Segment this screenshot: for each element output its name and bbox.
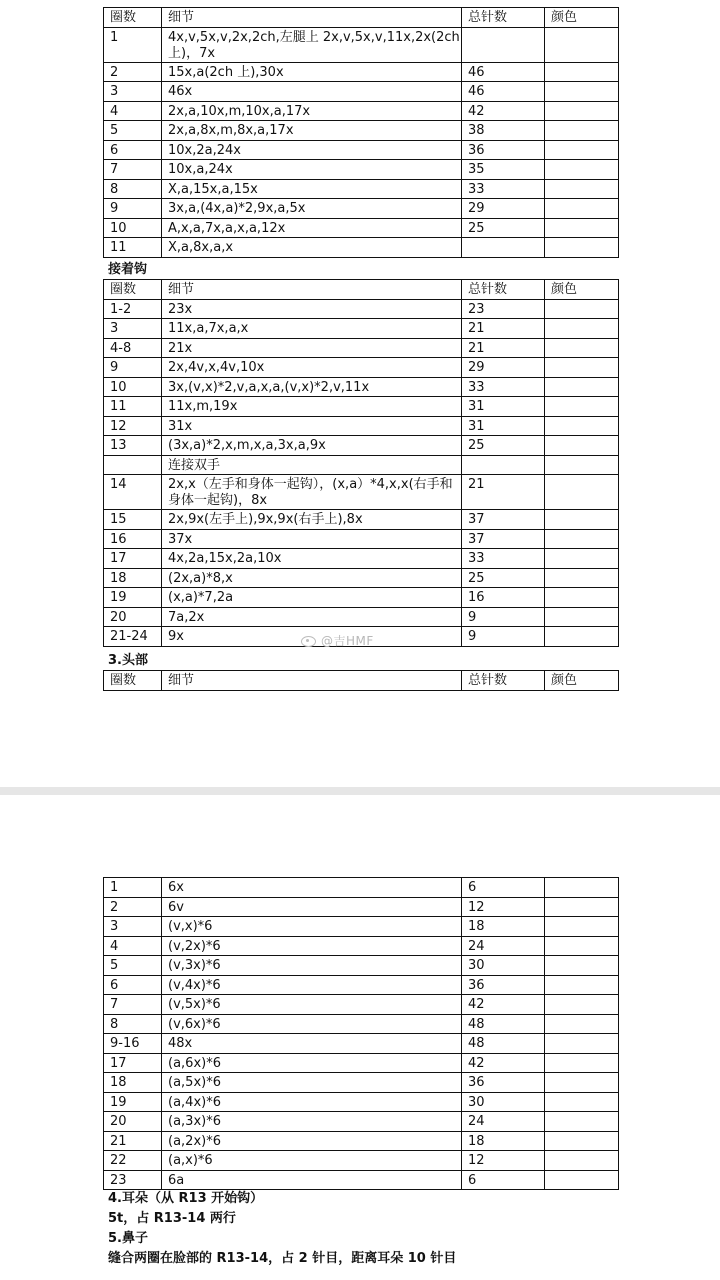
cell-total: 29	[462, 358, 545, 378]
table-row	[104, 1034, 619, 1054]
cell-round: 18	[104, 1073, 162, 1093]
table-row	[104, 140, 619, 160]
header-cell-total: 总针数	[462, 8, 545, 28]
cell-color	[545, 897, 619, 917]
cell-detail: X,a,8x,a,x	[162, 238, 462, 258]
table-row	[104, 607, 619, 627]
table-row	[104, 238, 619, 258]
cell-round: 19	[104, 1092, 162, 1112]
cell-round: 19	[104, 588, 162, 608]
cell-total: 24	[462, 1112, 545, 1132]
cell-color	[545, 1014, 619, 1034]
table-row	[104, 1112, 619, 1132]
cell-color	[545, 82, 619, 102]
cell-round: 4	[104, 936, 162, 956]
table-row	[104, 529, 619, 549]
cell-round	[104, 455, 162, 475]
cell-detail: 连接双手	[162, 455, 462, 475]
document-page-2	[0, 795, 720, 1280]
table-row	[104, 956, 619, 976]
cell-total: 38	[462, 121, 545, 141]
cell-total: 25	[462, 436, 545, 456]
cell-round: 21-24	[104, 627, 162, 647]
cell-color	[545, 1092, 619, 1112]
cell-total: 31	[462, 416, 545, 436]
cell-color	[545, 218, 619, 238]
cell-detail: 10x,a,24x	[162, 160, 462, 180]
cell-total: 9	[462, 607, 545, 627]
table-row	[104, 588, 619, 608]
cell-total: 25	[462, 218, 545, 238]
table-row	[104, 475, 619, 510]
cell-round: 6	[104, 140, 162, 160]
cell-total: 37	[462, 510, 545, 530]
cell-detail: (a,4x)*6	[162, 1092, 462, 1112]
header-cell-round: 圈数	[104, 671, 162, 691]
cell-round: 2	[104, 897, 162, 917]
cell-detail: (v,x)*6	[162, 917, 462, 937]
table-row	[104, 436, 619, 456]
cell-color	[545, 1053, 619, 1073]
cell-detail: 6v	[162, 897, 462, 917]
table-row	[104, 1151, 619, 1171]
cell-color	[545, 179, 619, 199]
cell-round: 1	[104, 27, 162, 62]
cell-total: 37	[462, 529, 545, 549]
table-row	[104, 218, 619, 238]
cell-detail: 15x,a(2ch 上),30x	[162, 62, 462, 82]
cell-detail: (3x,a)*2,x,m,x,a,3x,a,9x	[162, 436, 462, 456]
cell-total: 48	[462, 1014, 545, 1034]
table-row	[104, 510, 619, 530]
cell-total: 30	[462, 956, 545, 976]
cell-round: 12	[104, 416, 162, 436]
cell-detail: 2x,a,8x,m,8x,a,17x	[162, 121, 462, 141]
cell-color	[545, 319, 619, 339]
table-header-row	[104, 8, 619, 28]
table-row	[104, 878, 619, 898]
cell-detail: (v,2x)*6	[162, 936, 462, 956]
cell-color	[545, 588, 619, 608]
section-title-head: 3.头部	[108, 653, 148, 668]
table-row	[104, 199, 619, 219]
cell-color	[545, 436, 619, 456]
cell-color	[545, 936, 619, 956]
table-row	[104, 1073, 619, 1093]
table-row	[104, 160, 619, 180]
header-cell-round: 圈数	[104, 8, 162, 28]
cell-total: 35	[462, 160, 545, 180]
cell-color	[545, 1151, 619, 1171]
cell-total: 6	[462, 1170, 545, 1190]
cell-total: 25	[462, 568, 545, 588]
header-cell-color: 颜色	[545, 8, 619, 28]
cell-detail: 2x,4v,x,4v,10x	[162, 358, 462, 378]
table-row	[104, 416, 619, 436]
note-ear-title: 4.耳朵（从 R13 开始钩）	[108, 1191, 264, 1206]
table-row	[104, 995, 619, 1015]
cell-detail: (a,3x)*6	[162, 1112, 462, 1132]
page-separator	[0, 787, 720, 795]
table-row	[104, 121, 619, 141]
cell-color	[545, 121, 619, 141]
table-row	[104, 1053, 619, 1073]
cell-total: 16	[462, 588, 545, 608]
cell-total: 33	[462, 377, 545, 397]
cell-round: 8	[104, 1014, 162, 1034]
cell-detail: 11x,m,19x	[162, 397, 462, 417]
cell-detail: (2x,a)*8,x	[162, 568, 462, 588]
cell-total: 42	[462, 1053, 545, 1073]
cell-detail: 6a	[162, 1170, 462, 1190]
cell-color	[545, 568, 619, 588]
cell-detail: 3x,(v,x)*2,v,a,x,a,(v,x)*2,v,11x	[162, 377, 462, 397]
cell-color	[545, 627, 619, 647]
cell-detail: (v,4x)*6	[162, 975, 462, 995]
cell-total: 42	[462, 101, 545, 121]
cell-total: 48	[462, 1034, 545, 1054]
cell-round: 3	[104, 319, 162, 339]
cell-color	[545, 1034, 619, 1054]
cell-round: 6	[104, 975, 162, 995]
cell-detail: (v,5x)*6	[162, 995, 462, 1015]
cell-detail: (v,6x)*6	[162, 1014, 462, 1034]
cell-color	[545, 1131, 619, 1151]
cell-detail: (a,5x)*6	[162, 1073, 462, 1093]
cell-detail: A,x,a,7x,a,x,a,12x	[162, 218, 462, 238]
header-cell-color: 颜色	[545, 671, 619, 691]
cell-round: 1	[104, 878, 162, 898]
cell-total: 21	[462, 319, 545, 339]
cell-round: 5	[104, 956, 162, 976]
cell-color	[545, 510, 619, 530]
cell-total: 42	[462, 995, 545, 1015]
cell-color	[545, 1170, 619, 1190]
table-row	[104, 1092, 619, 1112]
cell-detail: 48x	[162, 1034, 462, 1054]
table-row	[104, 299, 619, 319]
header-cell-total: 总针数	[462, 671, 545, 691]
cell-color	[545, 397, 619, 417]
cell-detail: 23x	[162, 299, 462, 319]
cell-color	[545, 1073, 619, 1093]
cell-color	[545, 975, 619, 995]
cell-color	[545, 338, 619, 358]
cell-round: 20	[104, 1112, 162, 1132]
cell-detail: 4x,2a,15x,2a,10x	[162, 549, 462, 569]
cell-round: 13	[104, 436, 162, 456]
cell-detail: 7a,2x	[162, 607, 462, 627]
cell-total: 23	[462, 299, 545, 319]
cell-color	[545, 160, 619, 180]
cell-round: 16	[104, 529, 162, 549]
cell-total: 36	[462, 975, 545, 995]
cell-round: 23	[104, 1170, 162, 1190]
cell-detail: (v,3x)*6	[162, 956, 462, 976]
cell-color	[545, 101, 619, 121]
cell-total: 46	[462, 62, 545, 82]
cell-total: 30	[462, 1092, 545, 1112]
cell-total: 24	[462, 936, 545, 956]
cell-color	[545, 995, 619, 1015]
cell-round: 14	[104, 475, 162, 510]
cell-detail: 31x	[162, 416, 462, 436]
cell-total: 21	[462, 475, 545, 510]
cell-color	[545, 917, 619, 937]
cell-round: 7	[104, 160, 162, 180]
cell-detail: (a,2x)*6	[162, 1131, 462, 1151]
weibo-watermark	[300, 632, 374, 649]
header-cell-detail: 细节	[162, 671, 462, 691]
header-cell-round: 圈数	[104, 280, 162, 300]
cell-detail: (a,6x)*6	[162, 1053, 462, 1073]
cell-color	[545, 238, 619, 258]
cell-round: 4-8	[104, 338, 162, 358]
table-row	[104, 936, 619, 956]
cell-round: 2	[104, 62, 162, 82]
cell-color	[545, 377, 619, 397]
table-row	[104, 917, 619, 937]
table-row	[104, 179, 619, 199]
cell-total	[462, 455, 545, 475]
cell-round: 9	[104, 358, 162, 378]
continue-pattern-table	[103, 279, 619, 647]
body-pattern-table	[103, 7, 619, 258]
cell-round: 9	[104, 199, 162, 219]
table-row	[104, 1170, 619, 1190]
cell-total: 9	[462, 627, 545, 647]
cell-round: 3	[104, 82, 162, 102]
header-cell-color: 颜色	[545, 280, 619, 300]
cell-total: 46	[462, 82, 545, 102]
cell-round: 11	[104, 238, 162, 258]
cell-round: 10	[104, 377, 162, 397]
cell-total: 33	[462, 549, 545, 569]
cell-detail: 2x,x（左手和身体一起钩），(x,a）*4,x,x(右手和身体一起钩)，8x	[162, 475, 462, 510]
cell-round: 3	[104, 917, 162, 937]
head-pattern-table-header	[103, 670, 619, 691]
table-row	[104, 455, 619, 475]
table-row	[104, 62, 619, 82]
cell-detail: 3x,a,(4x,a)*2,9x,a,5x	[162, 199, 462, 219]
cell-total: 36	[462, 1073, 545, 1093]
table-row	[104, 319, 619, 339]
header-cell-total: 总针数	[462, 280, 545, 300]
cell-round: 15	[104, 510, 162, 530]
cell-round: 5	[104, 121, 162, 141]
cell-round: 18	[104, 568, 162, 588]
cell-total	[462, 27, 545, 62]
cell-color	[545, 956, 619, 976]
cell-detail: 37x	[162, 529, 462, 549]
cell-detail: 46x	[162, 82, 462, 102]
cell-color	[545, 607, 619, 627]
cell-total: 29	[462, 199, 545, 219]
cell-total: 12	[462, 897, 545, 917]
cell-total: 33	[462, 179, 545, 199]
cell-total: 36	[462, 140, 545, 160]
table-header-row	[104, 280, 619, 300]
cell-color	[545, 62, 619, 82]
table-row	[104, 1014, 619, 1034]
cell-round: 22	[104, 1151, 162, 1171]
cell-color	[545, 455, 619, 475]
cell-detail: 2x,9x(左手上),9x,9x(右手上),8x	[162, 510, 462, 530]
cell-color	[545, 199, 619, 219]
table-header-row	[104, 671, 619, 691]
cell-round: 20	[104, 607, 162, 627]
cell-color	[545, 878, 619, 898]
cell-detail: X,a,15x,a,15x	[162, 179, 462, 199]
cell-round: 21	[104, 1131, 162, 1151]
cell-detail: 9x	[162, 627, 462, 647]
note-ear-detail: 5t，占 R13-14 两行	[108, 1211, 236, 1226]
cell-total: 18	[462, 1131, 545, 1151]
cell-round: 9-16	[104, 1034, 162, 1054]
cell-detail: (x,a)*7,2a	[162, 588, 462, 608]
table-row	[104, 82, 619, 102]
cell-round: 17	[104, 1053, 162, 1073]
header-cell-detail: 细节	[162, 280, 462, 300]
weibo-icon	[300, 634, 318, 647]
header-cell-detail: 细节	[162, 8, 462, 28]
cell-detail: 4x,v,5x,v,2x,2ch,左腿上 2x,v,5x,v,11x,2x(2ch上)，7x	[162, 27, 462, 62]
cell-detail: 6x	[162, 878, 462, 898]
cell-color	[545, 549, 619, 569]
cell-total: 31	[462, 397, 545, 417]
cell-detail: (a,x)*6	[162, 1151, 462, 1171]
table-row	[104, 27, 619, 62]
table-row	[104, 397, 619, 417]
cell-detail: 10x,2a,24x	[162, 140, 462, 160]
cell-color	[545, 416, 619, 436]
cell-color	[545, 299, 619, 319]
table-row	[104, 101, 619, 121]
table-row	[104, 338, 619, 358]
cell-total: 18	[462, 917, 545, 937]
cell-color	[545, 529, 619, 549]
table-row	[104, 897, 619, 917]
section-title-continue: 接着钩	[108, 262, 148, 277]
table-row	[104, 377, 619, 397]
cell-total: 6	[462, 878, 545, 898]
cell-round: 4	[104, 101, 162, 121]
table-row	[104, 568, 619, 588]
cell-color	[545, 475, 619, 510]
cell-total: 21	[462, 338, 545, 358]
table-row	[104, 975, 619, 995]
table-row	[104, 358, 619, 378]
cell-total	[462, 238, 545, 258]
cell-detail: 2x,a,10x,m,10x,a,17x	[162, 101, 462, 121]
cell-round: 11	[104, 397, 162, 417]
cell-round: 7	[104, 995, 162, 1015]
cell-total: 12	[462, 1151, 545, 1171]
cell-detail: 21x	[162, 338, 462, 358]
cell-color	[545, 27, 619, 62]
watermark-text: @吉HMF	[321, 634, 374, 648]
cell-round: 17	[104, 549, 162, 569]
cell-round: 1-2	[104, 299, 162, 319]
table-row	[104, 549, 619, 569]
note-nose-detail: 缝合两圈在脸部的 R13-14，占 2 针目，距离耳朵 10 针目	[108, 1251, 457, 1266]
cell-color	[545, 1112, 619, 1132]
cell-color	[545, 140, 619, 160]
cell-color	[545, 358, 619, 378]
head-pattern-table	[103, 877, 619, 1190]
table-row	[104, 1131, 619, 1151]
cell-round: 8	[104, 179, 162, 199]
note-nose-title: 5.鼻子	[108, 1231, 148, 1246]
cell-detail: 11x,a,7x,a,x	[162, 319, 462, 339]
cell-round: 10	[104, 218, 162, 238]
